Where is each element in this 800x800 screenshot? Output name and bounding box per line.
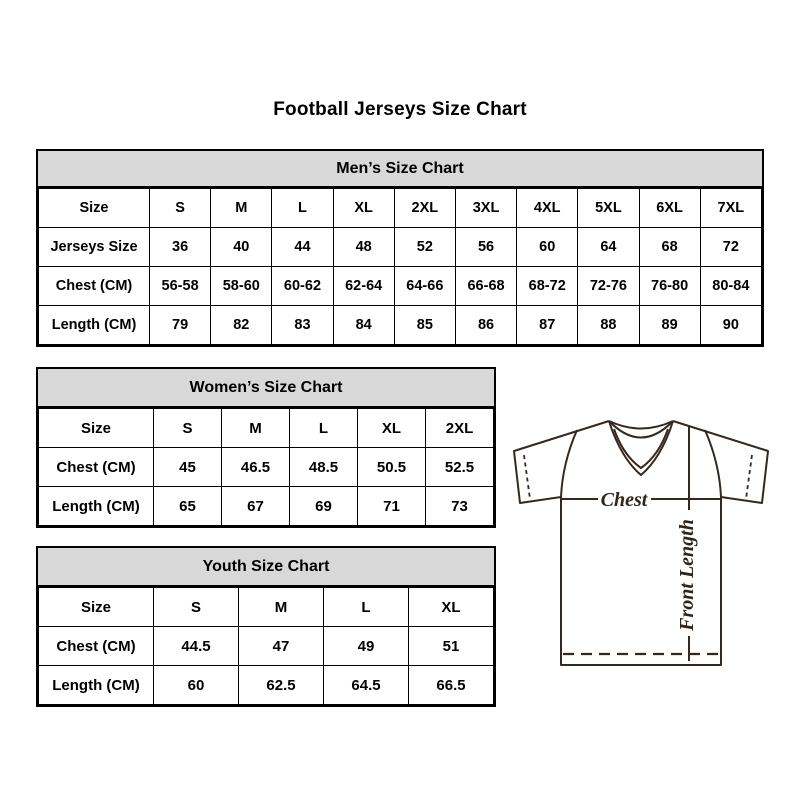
value-cell: 6XL <box>639 189 700 228</box>
value-cell: 56-58 <box>150 267 211 306</box>
jersey-right-armhole-seam <box>705 430 721 497</box>
page-title: Football Jerseys Size Chart <box>273 99 527 120</box>
value-cell: 40 <box>211 228 272 267</box>
value-cell: 64 <box>578 228 639 267</box>
value-cell: 68-72 <box>517 267 578 306</box>
jersey-left-cuff-stitch <box>524 455 530 499</box>
value-cell: M <box>211 189 272 228</box>
youth-size-chart-grid <box>38 587 494 705</box>
value-cell: XL <box>358 409 426 448</box>
row-label-cell: Chest (CM) <box>39 267 150 306</box>
value-cell: 44.5 <box>154 627 239 666</box>
value-cell: 72 <box>700 228 761 267</box>
value-cell: 79 <box>150 306 211 345</box>
row-label-cell: Length (CM) <box>39 306 150 345</box>
value-cell: 67 <box>222 487 290 526</box>
value-cell: S <box>150 189 211 228</box>
table-row <box>39 487 494 526</box>
value-cell: S <box>154 588 239 627</box>
value-cell: 68 <box>639 228 700 267</box>
value-cell: 82 <box>211 306 272 345</box>
value-cell: 46.5 <box>222 448 290 487</box>
value-cell: 87 <box>517 306 578 345</box>
value-cell: 60 <box>517 228 578 267</box>
value-cell: 3XL <box>455 189 516 228</box>
value-cell: 62.5 <box>239 666 324 705</box>
mens-size-chart-header: Men’s Size Chart <box>38 151 762 188</box>
row-label-cell: Chest (CM) <box>39 627 154 666</box>
value-cell: 84 <box>333 306 394 345</box>
table-row <box>39 588 494 627</box>
value-cell: 64-66 <box>394 267 455 306</box>
value-cell: 48 <box>333 228 394 267</box>
value-cell: 48.5 <box>290 448 358 487</box>
value-cell: 7XL <box>700 189 761 228</box>
value-cell: 36 <box>150 228 211 267</box>
value-cell: 85 <box>394 306 455 345</box>
chest-label: Chest <box>600 489 648 511</box>
value-cell: 58-60 <box>211 267 272 306</box>
value-cell: 69 <box>290 487 358 526</box>
value-cell: 51 <box>409 627 494 666</box>
table-row <box>39 409 494 448</box>
value-cell: 71 <box>358 487 426 526</box>
mens-size-chart-table <box>36 149 764 347</box>
value-cell: 86 <box>455 306 516 345</box>
womens-size-chart-header: Women’s Size Chart <box>38 369 494 408</box>
value-cell: 56 <box>455 228 516 267</box>
jersey-collar-top-arc <box>609 421 673 429</box>
value-cell: 66.5 <box>409 666 494 705</box>
value-cell: 45 <box>154 448 222 487</box>
youth-size-chart-table <box>36 546 496 707</box>
value-cell: 60-62 <box>272 267 333 306</box>
jersey-measurement-diagram <box>503 399 775 679</box>
value-cell: 73 <box>426 487 494 526</box>
mens-size-chart-grid <box>38 188 762 345</box>
table-row <box>39 448 494 487</box>
value-cell: XL <box>409 588 494 627</box>
jersey-right-cuff-stitch <box>746 455 752 499</box>
value-cell: 2XL <box>394 189 455 228</box>
value-cell: 83 <box>272 306 333 345</box>
row-label-cell: Size <box>39 409 154 448</box>
row-label-cell: Size <box>39 189 150 228</box>
row-label-cell: Length (CM) <box>39 487 154 526</box>
youth-size-chart-header: Youth Size Chart <box>38 548 494 587</box>
table-row <box>39 627 494 666</box>
value-cell: 88 <box>578 306 639 345</box>
jersey-outline <box>514 421 768 665</box>
row-label-cell: Size <box>39 588 154 627</box>
value-cell: L <box>272 189 333 228</box>
value-cell: 76-80 <box>639 267 700 306</box>
value-cell: 47 <box>239 627 324 666</box>
value-cell: 90 <box>700 306 761 345</box>
value-cell: 60 <box>154 666 239 705</box>
front-length-label: Front Length <box>676 519 698 631</box>
value-cell: 66-68 <box>455 267 516 306</box>
value-cell: L <box>290 409 358 448</box>
value-cell: 89 <box>639 306 700 345</box>
value-cell: S <box>154 409 222 448</box>
value-cell: 50.5 <box>358 448 426 487</box>
value-cell: 2XL <box>426 409 494 448</box>
value-cell: 62-64 <box>333 267 394 306</box>
value-cell: 52 <box>394 228 455 267</box>
jersey-left-armhole-seam <box>561 430 577 497</box>
row-label-cell: Jerseys Size <box>39 228 150 267</box>
value-cell: L <box>324 588 409 627</box>
value-cell: 72-76 <box>578 267 639 306</box>
table-row <box>39 228 762 267</box>
value-cell: XL <box>333 189 394 228</box>
table-row <box>39 666 494 705</box>
row-label-cell: Length (CM) <box>39 666 154 705</box>
value-cell: 64.5 <box>324 666 409 705</box>
value-cell: 65 <box>154 487 222 526</box>
table-row <box>39 267 762 306</box>
row-label-cell: Chest (CM) <box>39 448 154 487</box>
table-row <box>39 189 762 228</box>
value-cell: M <box>222 409 290 448</box>
value-cell: 4XL <box>517 189 578 228</box>
value-cell: 5XL <box>578 189 639 228</box>
jersey-collar-inner-v <box>614 429 668 468</box>
value-cell: 44 <box>272 228 333 267</box>
womens-size-chart-table <box>36 367 496 528</box>
value-cell: 49 <box>324 627 409 666</box>
value-cell: M <box>239 588 324 627</box>
value-cell: 52.5 <box>426 448 494 487</box>
table-row <box>39 306 762 345</box>
womens-size-chart-grid <box>38 408 494 526</box>
value-cell: 80-84 <box>700 267 761 306</box>
